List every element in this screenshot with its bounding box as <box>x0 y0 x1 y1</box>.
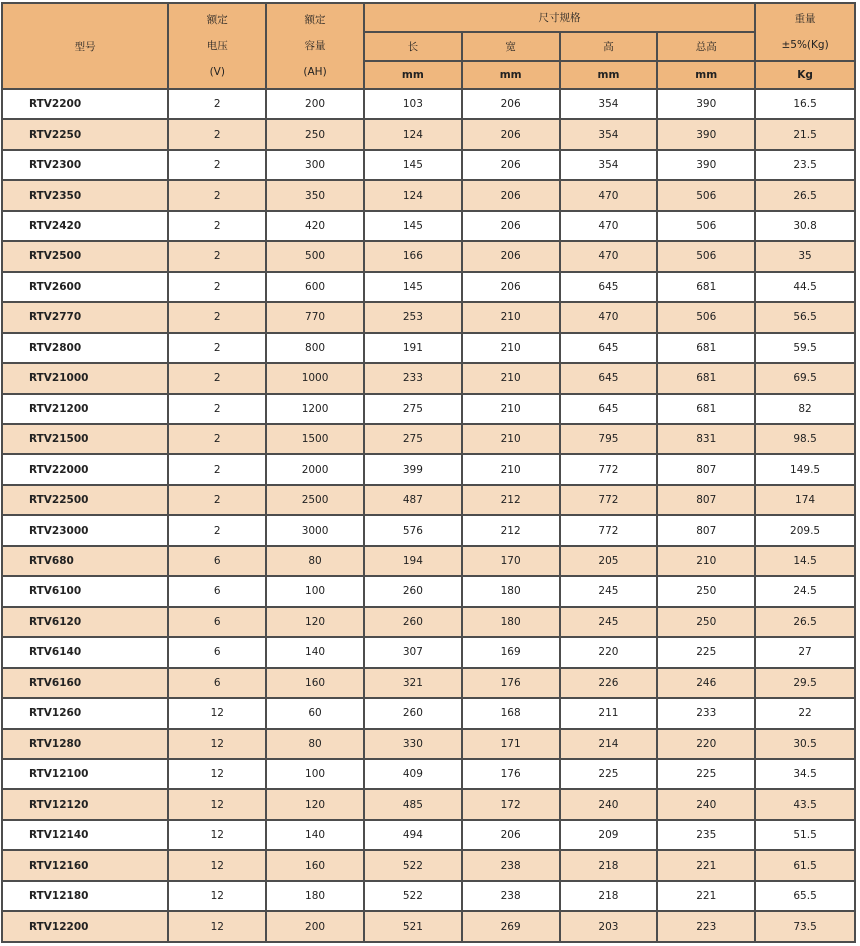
cell-length: 330 <box>365 730 461 758</box>
cell-voltage: 12 <box>169 882 265 910</box>
cell-voltage: 12 <box>169 699 265 727</box>
cell-weight: 73.5 <box>756 912 854 941</box>
cell-height: 470 <box>561 303 657 331</box>
table-row <box>3 242 854 270</box>
cell-model: RTV1260 <box>3 699 167 727</box>
cell-width: 210 <box>463 455 559 483</box>
cell-voltage: 2 <box>169 455 265 483</box>
cell-total-height: 390 <box>658 120 754 148</box>
cell-capacity: 600 <box>267 273 363 301</box>
cell-voltage: 6 <box>169 669 265 697</box>
cell-height: 354 <box>561 90 657 118</box>
cell-total-height: 506 <box>658 212 754 240</box>
cell-length: 145 <box>365 151 461 179</box>
cell-width: 210 <box>463 395 559 423</box>
cell-height: 209 <box>561 821 657 849</box>
cell-length: 260 <box>365 577 461 605</box>
cell-voltage: 12 <box>169 790 265 818</box>
cell-model: RTV2300 <box>3 151 167 179</box>
table-row <box>3 364 854 392</box>
cell-total-height: 681 <box>658 364 754 392</box>
cell-height: 220 <box>561 638 657 666</box>
cell-voltage: 2 <box>169 120 265 148</box>
cell-voltage: 2 <box>169 486 265 514</box>
table-row <box>3 486 854 514</box>
header-capacity-line1: 额定 <box>304 14 326 26</box>
header-model: 型号 <box>3 4 167 88</box>
cell-height: 645 <box>561 273 657 301</box>
header-width: 宽 <box>463 33 559 60</box>
cell-model: RTV12160 <box>3 851 167 879</box>
table-row <box>3 699 854 727</box>
cell-weight: 82 <box>756 395 854 423</box>
cell-model: RTV6140 <box>3 638 167 666</box>
table-row <box>3 516 854 544</box>
cell-voltage: 2 <box>169 516 265 544</box>
table-row <box>3 181 854 209</box>
cell-voltage: 12 <box>169 851 265 879</box>
cell-voltage: 2 <box>169 334 265 362</box>
cell-length: 321 <box>365 669 461 697</box>
table-row <box>3 760 854 788</box>
cell-weight: 51.5 <box>756 821 854 849</box>
cell-length: 522 <box>365 882 461 910</box>
cell-height: 225 <box>561 760 657 788</box>
cell-weight: 56.5 <box>756 303 854 331</box>
cell-capacity: 1200 <box>267 395 363 423</box>
header-capacity-unit: (AH) <box>303 66 327 78</box>
cell-weight: 26.5 <box>756 181 854 209</box>
cell-voltage: 12 <box>169 730 265 758</box>
cell-width: 212 <box>463 516 559 544</box>
cell-total-height: 506 <box>658 181 754 209</box>
cell-capacity: 180 <box>267 882 363 910</box>
table-row <box>3 455 854 483</box>
cell-weight: 30.8 <box>756 212 854 240</box>
cell-capacity: 100 <box>267 577 363 605</box>
cell-capacity: 200 <box>267 90 363 118</box>
cell-voltage: 2 <box>169 242 265 270</box>
table-body <box>3 90 854 941</box>
cell-total-height: 240 <box>658 790 754 818</box>
cell-capacity: 80 <box>267 730 363 758</box>
cell-model: RTV1280 <box>3 730 167 758</box>
cell-width: 176 <box>463 760 559 788</box>
cell-weight: 34.5 <box>756 760 854 788</box>
cell-weight: 65.5 <box>756 882 854 910</box>
cell-width: 206 <box>463 120 559 148</box>
cell-weight: 27 <box>756 638 854 666</box>
table-row <box>3 395 854 423</box>
cell-width: 170 <box>463 547 559 575</box>
cell-capacity: 350 <box>267 181 363 209</box>
cell-width: 210 <box>463 303 559 331</box>
cell-length: 409 <box>365 760 461 788</box>
cell-model: RTV680 <box>3 547 167 575</box>
cell-height: 240 <box>561 790 657 818</box>
cell-total-height: 506 <box>658 242 754 270</box>
cell-model: RTV2770 <box>3 303 167 331</box>
cell-width: 206 <box>463 821 559 849</box>
cell-length: 191 <box>365 334 461 362</box>
table-row <box>3 273 854 301</box>
cell-length: 103 <box>365 90 461 118</box>
table-row <box>3 730 854 758</box>
cell-capacity: 800 <box>267 334 363 362</box>
cell-total-height: 221 <box>658 851 754 879</box>
cell-height: 645 <box>561 395 657 423</box>
cell-length: 494 <box>365 821 461 849</box>
header-voltage <box>169 4 265 88</box>
table-row <box>3 608 854 636</box>
header-total-height-unit: mm <box>658 62 754 88</box>
cell-capacity: 770 <box>267 303 363 331</box>
cell-height: 772 <box>561 516 657 544</box>
cell-model: RTV2350 <box>3 181 167 209</box>
cell-height: 795 <box>561 425 657 453</box>
table-row <box>3 790 854 818</box>
header-voltage-line1: 额定 <box>206 14 228 26</box>
cell-total-height: 390 <box>658 151 754 179</box>
cell-length: 275 <box>365 425 461 453</box>
cell-length: 260 <box>365 699 461 727</box>
table-row <box>3 151 854 179</box>
cell-voltage: 6 <box>169 608 265 636</box>
cell-weight: 24.5 <box>756 577 854 605</box>
cell-total-height: 225 <box>658 760 754 788</box>
cell-model: RTV2600 <box>3 273 167 301</box>
cell-capacity: 2000 <box>267 455 363 483</box>
cell-width: 168 <box>463 699 559 727</box>
cell-voltage: 6 <box>169 547 265 575</box>
cell-height: 354 <box>561 151 657 179</box>
cell-voltage: 2 <box>169 425 265 453</box>
header-height: 高 <box>561 33 657 60</box>
cell-weight: 44.5 <box>756 273 854 301</box>
cell-width: 269 <box>463 912 559 941</box>
cell-capacity: 140 <box>267 638 363 666</box>
cell-capacity: 100 <box>267 760 363 788</box>
cell-weight: 98.5 <box>756 425 854 453</box>
cell-length: 487 <box>365 486 461 514</box>
cell-total-height: 807 <box>658 455 754 483</box>
cell-width: 206 <box>463 212 559 240</box>
cell-model: RTV6120 <box>3 608 167 636</box>
cell-total-height: 225 <box>658 638 754 666</box>
cell-weight: 26.5 <box>756 608 854 636</box>
table-row <box>3 882 854 910</box>
cell-height: 772 <box>561 486 657 514</box>
cell-weight: 29.5 <box>756 669 854 697</box>
header-capacity-line2: 容量 <box>304 40 326 52</box>
cell-height: 245 <box>561 577 657 605</box>
cell-height: 205 <box>561 547 657 575</box>
header-height-unit: mm <box>561 62 657 88</box>
cell-total-height: 506 <box>658 303 754 331</box>
cell-total-height: 250 <box>658 608 754 636</box>
header-length-unit: mm <box>365 62 461 88</box>
cell-length: 399 <box>365 455 461 483</box>
cell-capacity: 200 <box>267 912 363 941</box>
header-total-height: 总高 <box>658 33 754 60</box>
cell-voltage: 6 <box>169 577 265 605</box>
header-dimensions: 尺寸规格 <box>365 4 754 31</box>
cell-weight: 23.5 <box>756 151 854 179</box>
cell-capacity: 120 <box>267 608 363 636</box>
cell-weight: 59.5 <box>756 334 854 362</box>
cell-total-height: 223 <box>658 912 754 941</box>
cell-width: 171 <box>463 730 559 758</box>
cell-length: 521 <box>365 912 461 941</box>
cell-weight: 16.5 <box>756 90 854 118</box>
cell-voltage: 2 <box>169 395 265 423</box>
header-width-unit: mm <box>463 62 559 88</box>
cell-voltage: 6 <box>169 638 265 666</box>
cell-height: 470 <box>561 181 657 209</box>
cell-total-height: 807 <box>658 486 754 514</box>
cell-model: RTV21200 <box>3 395 167 423</box>
table-row <box>3 334 854 362</box>
cell-model: RTV12200 <box>3 912 167 941</box>
cell-capacity: 1000 <box>267 364 363 392</box>
cell-weight: 22 <box>756 699 854 727</box>
cell-weight: 43.5 <box>756 790 854 818</box>
cell-height: 218 <box>561 851 657 879</box>
cell-width: 238 <box>463 851 559 879</box>
cell-length: 307 <box>365 638 461 666</box>
cell-total-height: 681 <box>658 395 754 423</box>
cell-capacity: 160 <box>267 669 363 697</box>
cell-width: 210 <box>463 334 559 362</box>
cell-model: RTV12100 <box>3 760 167 788</box>
cell-width: 206 <box>463 90 559 118</box>
cell-model: RTV12120 <box>3 790 167 818</box>
cell-model: RTV22500 <box>3 486 167 514</box>
cell-model: RTV23000 <box>3 516 167 544</box>
cell-total-height: 210 <box>658 547 754 575</box>
cell-width: 180 <box>463 577 559 605</box>
cell-weight: 30.5 <box>756 730 854 758</box>
cell-width: 206 <box>463 242 559 270</box>
cell-capacity: 420 <box>267 212 363 240</box>
cell-model: RTV21000 <box>3 364 167 392</box>
header-voltage-unit: (V) <box>209 66 225 78</box>
cell-weight: 35 <box>756 242 854 270</box>
cell-height: 203 <box>561 912 657 941</box>
cell-model: RTV2800 <box>3 334 167 362</box>
cell-model: RTV2200 <box>3 90 167 118</box>
cell-model: RTV21500 <box>3 425 167 453</box>
header-weight-line2: ±5%(Kg) <box>781 39 829 51</box>
cell-width: 206 <box>463 273 559 301</box>
cell-model: RTV6160 <box>3 669 167 697</box>
cell-voltage: 2 <box>169 181 265 209</box>
cell-length: 166 <box>365 242 461 270</box>
cell-width: 206 <box>463 151 559 179</box>
cell-length: 260 <box>365 608 461 636</box>
table-row <box>3 577 854 605</box>
cell-capacity: 3000 <box>267 516 363 544</box>
cell-total-height: 390 <box>658 90 754 118</box>
cell-total-height: 681 <box>658 334 754 362</box>
cell-width: 210 <box>463 364 559 392</box>
header-capacity <box>267 4 363 88</box>
cell-weight: 209.5 <box>756 516 854 544</box>
cell-height: 470 <box>561 242 657 270</box>
cell-height: 772 <box>561 455 657 483</box>
header-length: 长 <box>365 33 461 60</box>
cell-width: 210 <box>463 425 559 453</box>
header-weight <box>756 4 854 60</box>
cell-voltage: 2 <box>169 364 265 392</box>
cell-model: RTV12180 <box>3 882 167 910</box>
cell-total-height: 221 <box>658 882 754 910</box>
table-row <box>3 547 854 575</box>
cell-length: 124 <box>365 120 461 148</box>
cell-model: RTV2420 <box>3 212 167 240</box>
cell-width: 212 <box>463 486 559 514</box>
cell-length: 194 <box>365 547 461 575</box>
cell-voltage: 12 <box>169 821 265 849</box>
cell-length: 485 <box>365 790 461 818</box>
cell-length: 275 <box>365 395 461 423</box>
cell-width: 180 <box>463 608 559 636</box>
cell-total-height: 831 <box>658 425 754 453</box>
cell-height: 645 <box>561 334 657 362</box>
cell-width: 172 <box>463 790 559 818</box>
table-row <box>3 851 854 879</box>
cell-weight: 14.5 <box>756 547 854 575</box>
cell-height: 211 <box>561 699 657 727</box>
cell-capacity: 300 <box>267 151 363 179</box>
table-row <box>3 425 854 453</box>
table-header <box>3 4 854 88</box>
header-voltage-line2: 电压 <box>206 40 228 52</box>
cell-total-height: 807 <box>658 516 754 544</box>
cell-width: 169 <box>463 638 559 666</box>
cell-model: RTV12140 <box>3 821 167 849</box>
cell-voltage: 2 <box>169 212 265 240</box>
cell-total-height: 220 <box>658 730 754 758</box>
cell-height: 645 <box>561 364 657 392</box>
cell-height: 226 <box>561 669 657 697</box>
cell-weight: 69.5 <box>756 364 854 392</box>
cell-model: RTV6100 <box>3 577 167 605</box>
cell-height: 470 <box>561 212 657 240</box>
table-row <box>3 90 854 118</box>
table-row <box>3 821 854 849</box>
cell-width: 176 <box>463 669 559 697</box>
cell-length: 522 <box>365 851 461 879</box>
cell-length: 145 <box>365 273 461 301</box>
cell-total-height: 681 <box>658 273 754 301</box>
cell-model: RTV2500 <box>3 242 167 270</box>
cell-voltage: 12 <box>169 760 265 788</box>
cell-weight: 149.5 <box>756 455 854 483</box>
cell-weight: 174 <box>756 486 854 514</box>
cell-weight: 21.5 <box>756 120 854 148</box>
cell-voltage: 2 <box>169 303 265 331</box>
cell-voltage: 2 <box>169 151 265 179</box>
table-row <box>3 638 854 666</box>
cell-capacity: 160 <box>267 851 363 879</box>
cell-total-height: 246 <box>658 669 754 697</box>
cell-capacity: 60 <box>267 699 363 727</box>
cell-model: RTV22000 <box>3 455 167 483</box>
cell-total-height: 250 <box>658 577 754 605</box>
cell-capacity: 250 <box>267 120 363 148</box>
cell-length: 124 <box>365 181 461 209</box>
table-row <box>3 120 854 148</box>
cell-height: 218 <box>561 882 657 910</box>
cell-capacity: 140 <box>267 821 363 849</box>
table-row <box>3 212 854 240</box>
cell-capacity: 2500 <box>267 486 363 514</box>
header-weight-line1: 重量 <box>794 13 816 25</box>
cell-height: 214 <box>561 730 657 758</box>
cell-voltage: 2 <box>169 273 265 301</box>
cell-weight: 61.5 <box>756 851 854 879</box>
cell-width: 206 <box>463 181 559 209</box>
cell-total-height: 235 <box>658 821 754 849</box>
cell-length: 253 <box>365 303 461 331</box>
cell-length: 576 <box>365 516 461 544</box>
cell-capacity: 1500 <box>267 425 363 453</box>
cell-total-height: 233 <box>658 699 754 727</box>
cell-capacity: 120 <box>267 790 363 818</box>
cell-voltage: 12 <box>169 912 265 941</box>
battery-spec-table <box>1 2 856 943</box>
cell-voltage: 2 <box>169 90 265 118</box>
table-row <box>3 912 854 941</box>
cell-length: 145 <box>365 212 461 240</box>
cell-height: 245 <box>561 608 657 636</box>
header-weight-unit: Kg <box>756 62 854 88</box>
cell-capacity: 500 <box>267 242 363 270</box>
table-row <box>3 669 854 697</box>
cell-capacity: 80 <box>267 547 363 575</box>
cell-width: 238 <box>463 882 559 910</box>
table-row <box>3 303 854 331</box>
cell-height: 354 <box>561 120 657 148</box>
cell-length: 233 <box>365 364 461 392</box>
cell-model: RTV2250 <box>3 120 167 148</box>
